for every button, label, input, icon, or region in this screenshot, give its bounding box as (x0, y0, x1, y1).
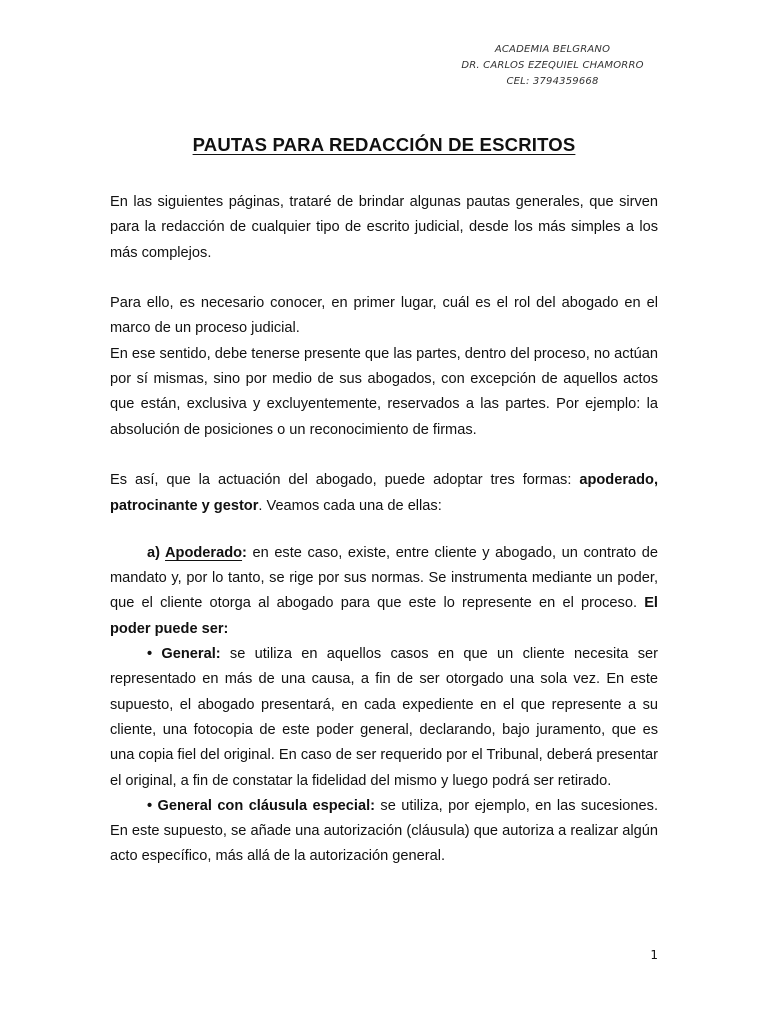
apoderado-colon: : (242, 544, 247, 561)
especial-text: se utiliza, por ejemplo, en las sucesiones. En este supuesto, se añade una autorización (cláusula) que autoriza a realizar algún acto específico, más allá de la autorización general. (110, 797, 658, 865)
document-body (110, 190, 658, 870)
academy-name: ACADEMIA BELGRANO (494, 44, 611, 55)
forms-list: apoderado, patrocinante y gestor (110, 472, 658, 514)
apoderado-text: en este caso, existe, entre cliente y abogado, un contrato de mandato y, por lo tanto, se rige por sus normas. Se instrumenta mediante un poder, que el cliente otorga al abogado para que este lo represente en el proceso. (110, 544, 658, 612)
poder-heading: El poder puede ser: (110, 595, 658, 637)
author-name: DR. CARLOS EZEQUIEL CHAMORRO (461, 60, 644, 71)
apoderado-term: Apoderado (165, 544, 243, 561)
role-paragraph: Para ello, es necesario conocer, en primer lugar, cuál es el rol del abogado en el marco de un proceso judicial. (110, 295, 658, 337)
forms-text-end: . Veamos cada una de ellas: (258, 497, 442, 514)
general-item (110, 642, 658, 794)
apoderado-paragraph (110, 541, 658, 642)
page-number: 1 (650, 948, 658, 962)
especial-label: • General con cláusula especial: (147, 797, 375, 814)
especial-item (110, 794, 658, 870)
forms-text: Es así, que la actuación del abogado, puede adoptar tres formas: (110, 472, 580, 489)
letterhead (430, 42, 675, 90)
intro-paragraph: En las siguientes páginas, trataré de brindar algunas pautas generales, que sirven para la redacción de cualquier tipo de escrito judicial, desde los más simples a los más complejos. (110, 194, 658, 261)
general-label: • General: (147, 646, 221, 663)
parties-paragraph: En ese sentido, debe tenerse presente que las partes, dentro del proceso, no actúan por sí mismas, sino por medio de sus abogados, con excepción de aquellos actos que están, exclusiva y excluyentemente, reservados a las partes. Por ejemplo: la absolución de posiciones o un reconocimiento de firmas. (110, 345, 658, 438)
general-text: se utiliza en aquellos casos en que un cliente necesita ser representado en más de una causa, a fin de ser otorgado una sola vez. En este supuesto, el abogado presentará, en cada expediente en el que represente a su cliente, una fotocopia de este poder general, declarando, bajo juramento, que es una copia fiel del original. En caso de ser requerido por el Tribunal, deberá presentar el original, a fin de constatar la fidelidad del mismo y luego podrá ser retirado. (110, 646, 658, 789)
forms-paragraph (110, 468, 658, 519)
document-title: PAUTAS PARA REDACCIÓN DE ESCRITOS (192, 134, 576, 155)
phone-number: CEL: 3794359668 (506, 76, 599, 87)
apoderado-prefix: a) (147, 544, 166, 561)
